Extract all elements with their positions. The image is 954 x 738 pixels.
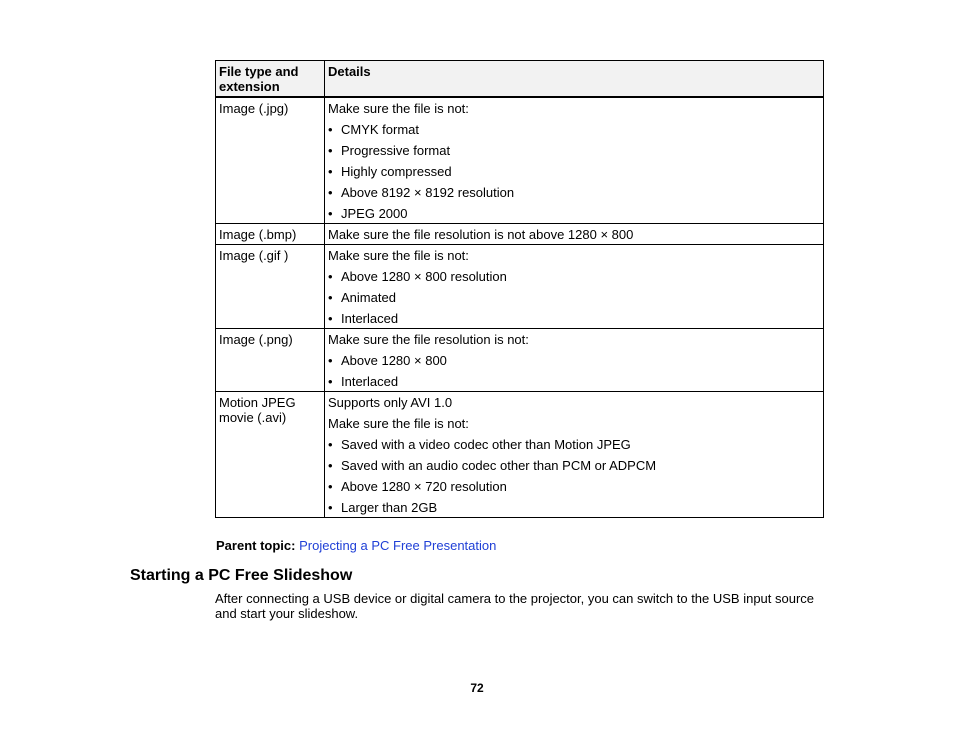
- bullet-item: [328, 206, 820, 221]
- details-cell: [325, 245, 824, 329]
- bullet-icon: •: [328, 353, 333, 368]
- line-text: JPEG 2000: [341, 206, 408, 221]
- bullet-icon: •: [328, 437, 333, 452]
- line-text: Supports only AVI 1.0: [328, 395, 453, 410]
- line-text: CMYK format: [341, 122, 420, 137]
- bullet-item: [328, 269, 820, 290]
- line-text: Above 1280 × 800 resolution: [341, 269, 507, 284]
- bullet-item: [328, 164, 820, 185]
- parent-topic-link[interactable]: Projecting a PC Free Presentation: [299, 538, 497, 553]
- line-text: Make sure the file resolution is not:: [328, 332, 529, 347]
- bullet-icon: •: [328, 374, 333, 389]
- bullet-icon: •: [328, 500, 333, 515]
- bullet-item: [328, 353, 820, 374]
- line-text: Highly compressed: [341, 164, 452, 179]
- line-text: Make sure the file is not:: [328, 101, 469, 116]
- detail-text: [328, 101, 820, 122]
- detail-text: [328, 248, 820, 269]
- file-type-cell: Motion JPEG movie (.avi): [216, 392, 325, 518]
- file-type-cell: Image (.jpg): [216, 97, 325, 224]
- bullet-icon: •: [328, 479, 333, 494]
- bullet-item: [328, 122, 820, 143]
- bullet-item: [328, 143, 820, 164]
- file-type-cell: Image (.png): [216, 329, 325, 392]
- table-row: [216, 224, 824, 245]
- bullet-item: [328, 458, 820, 479]
- header-file-type: File type and extension: [216, 61, 325, 98]
- bullet-icon: •: [328, 458, 333, 473]
- detail-text: [328, 227, 820, 242]
- line-text: Progressive format: [341, 143, 451, 158]
- line-text: Animated: [341, 290, 396, 305]
- bullet-item: [328, 437, 820, 458]
- details-cell: [325, 329, 824, 392]
- table-row: [216, 329, 824, 392]
- bullet-icon: •: [328, 269, 333, 284]
- table-row: [216, 245, 824, 329]
- bullet-icon: •: [328, 164, 333, 179]
- line-text: Larger than 2GB: [341, 500, 438, 515]
- bullet-icon: •: [328, 185, 333, 200]
- bullet-icon: •: [328, 290, 333, 305]
- details-cell: [325, 97, 824, 224]
- section-paragraph: After connecting a USB device or digital camera to the projector, you can switch to the USB input source and start your slideshow.: [215, 591, 815, 621]
- section-heading: Starting a PC Free Slideshow: [130, 567, 353, 584]
- line-text: Make sure the file is not:: [328, 248, 469, 263]
- line-text: Above 1280 × 720 resolution: [341, 479, 507, 494]
- table-header-row: [216, 61, 824, 98]
- details-cell: [325, 224, 824, 245]
- file-type-table: [215, 60, 824, 518]
- line-text: Saved with a video codec other than Motion JPEG: [341, 437, 631, 452]
- line-text: Above 8192 × 8192 resolution: [341, 185, 515, 200]
- parent-topic: [216, 538, 496, 553]
- bullet-item: [328, 374, 820, 389]
- detail-text: [328, 332, 820, 353]
- bullet-icon: •: [328, 311, 333, 326]
- bullet-icon: •: [328, 143, 333, 158]
- file-type-cell: Image (.bmp): [216, 224, 325, 245]
- parent-topic-label: Parent topic:: [216, 538, 296, 553]
- bullet-item: [328, 290, 820, 311]
- line-text: Interlaced: [341, 311, 399, 326]
- bullet-icon: •: [328, 122, 333, 137]
- line-text: Make sure the file is not:: [328, 416, 469, 431]
- details-cell: [325, 392, 824, 518]
- bullet-icon: •: [328, 206, 333, 221]
- table-row: [216, 392, 824, 518]
- file-type-cell: Image (.gif ): [216, 245, 325, 329]
- bullet-item: [328, 479, 820, 500]
- line-text: Interlaced: [341, 374, 399, 389]
- page-number: 72: [470, 681, 484, 695]
- detail-text: [328, 395, 820, 416]
- bullet-item: [328, 185, 820, 206]
- line-text: Saved with an audio codec other than PCM or ADPCM: [341, 458, 657, 473]
- table-row: [216, 97, 824, 224]
- line-text: Make sure the file resolution is not above 1280 × 800: [328, 227, 634, 242]
- line-text: Above 1280 × 800: [341, 353, 447, 368]
- header-details: Details: [325, 61, 824, 98]
- bullet-item: [328, 311, 820, 326]
- detail-text: [328, 416, 820, 437]
- bullet-item: [328, 500, 820, 515]
